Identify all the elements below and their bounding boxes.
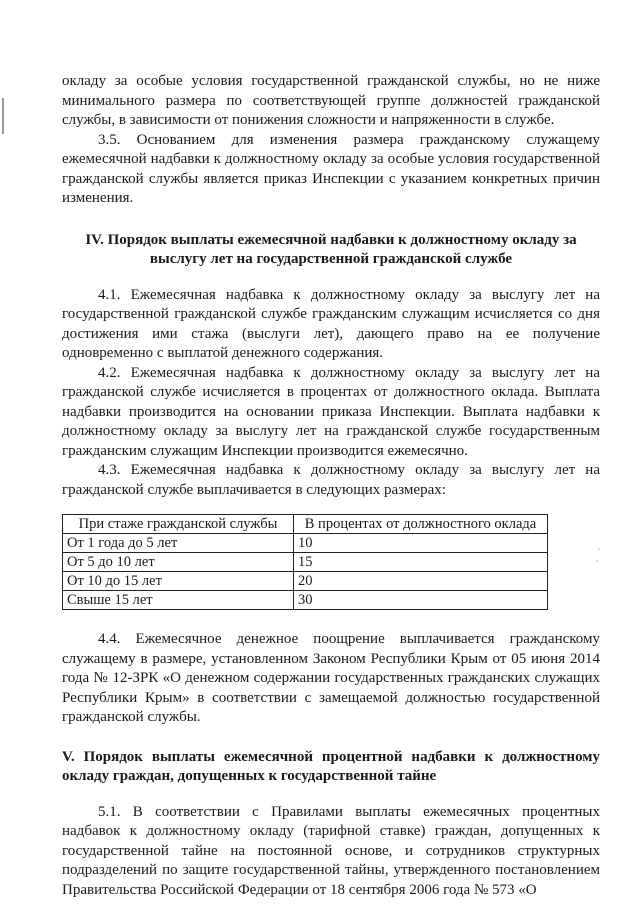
table-header-cell: При стаже гражданской службы xyxy=(63,515,294,534)
paragraph-4-2: 4.2. Ежемесячная надбавка к должностному окладу за выслугу лет на гражданской службе исчисляется в процентах от должностного оклада. Выплата надбавки производится на основании приказа Инспекции. Выплата надбавки к должностному окладу за выслугу лет на гражданской службе государственным гражданским служащим Инспекции производится ежемесячно. xyxy=(62,364,600,459)
section-4-heading: IV. Порядок выплаты ежемесячной надбавки к должностному окладу за выслугу лет на государственной гражданской службе xyxy=(85,231,577,267)
paragraph-5-1: 5.1. В соответствии с Правилами выплаты ежемесячных процентных надбавок к должностному окладу (тарифной ставке) граждан, допущенных к государственной тайне на постоянной основе, и сотрудников структурных подразделений по защите государственной тайны, утвержденного постановлением Правительства Российской Федерации от 18 сентября 2006 года № 573 «О xyxy=(62,803,600,898)
table-cell: 20 xyxy=(294,572,548,591)
table-row xyxy=(63,553,548,572)
table-header-cell: В процентах от должностного оклада xyxy=(294,515,548,534)
paragraph-intro: окладу за особые условия государственной гражданской службы, но не ниже минимального размера по соответствующей группе должностей гражданской службы, в зависимости от понижения сложности и напряженности в службе. xyxy=(62,73,600,128)
table-cell: 30 xyxy=(294,591,548,610)
paragraph-4-1: 4.1. Ежемесячная надбавка к должностному окладу за выслугу лет на государственной гражданской службе гражданским служащим исчисляется со дня достижения ими стажа (выслуги лет), дающего право на ее получение одновременно с выплатой денежного содержания. xyxy=(62,286,600,361)
paragraph-4-4: 4.4. Ежемесячное денежное поощрение выплачивается гражданскому служащему в размере, установленном Законом Республики Крым от 05 июня 2014 года № 12-ЗРК «О денежном содержании государственных гражданских служащих Республики Крым» в соответствии с замещаемой должностью государственной гражданской службы. xyxy=(62,631,600,725)
document-body xyxy=(62,72,600,900)
table-row xyxy=(63,534,548,553)
table-cell: 15 xyxy=(294,553,548,572)
table-cell: От 1 года до 5 лет xyxy=(63,534,294,553)
scan-edge-mark xyxy=(2,98,4,134)
section-5-heading: V. Порядок выплаты ежемесячной процентной надбавки к должностному окладу граждан, допущенных к государственной тайне xyxy=(62,748,600,784)
paragraph-4-3: 4.3. Ежемесячная надбавка к должностному окладу за выслугу лет на гражданской службе выплачивается в следующих размерах: xyxy=(62,462,600,498)
seniority-allowance-table xyxy=(62,514,548,610)
table-row xyxy=(63,572,548,591)
table-cell: Свыше 15 лет xyxy=(63,591,294,610)
table-cell: 10 xyxy=(294,534,548,553)
table-header-row xyxy=(63,515,548,534)
paragraph-3-5: 3.5. Основанием для изменения размера гражданскому служащему ежемесячной надбавки к должностному окладу за особые условия государственной гражданской службы является приказ Инспекции с указанием конкретных причин изменения. xyxy=(62,131,600,206)
table-cell: От 10 до 15 лет xyxy=(63,572,294,591)
table-row xyxy=(63,591,548,610)
table-cell: От 5 до 10 лет xyxy=(63,553,294,572)
